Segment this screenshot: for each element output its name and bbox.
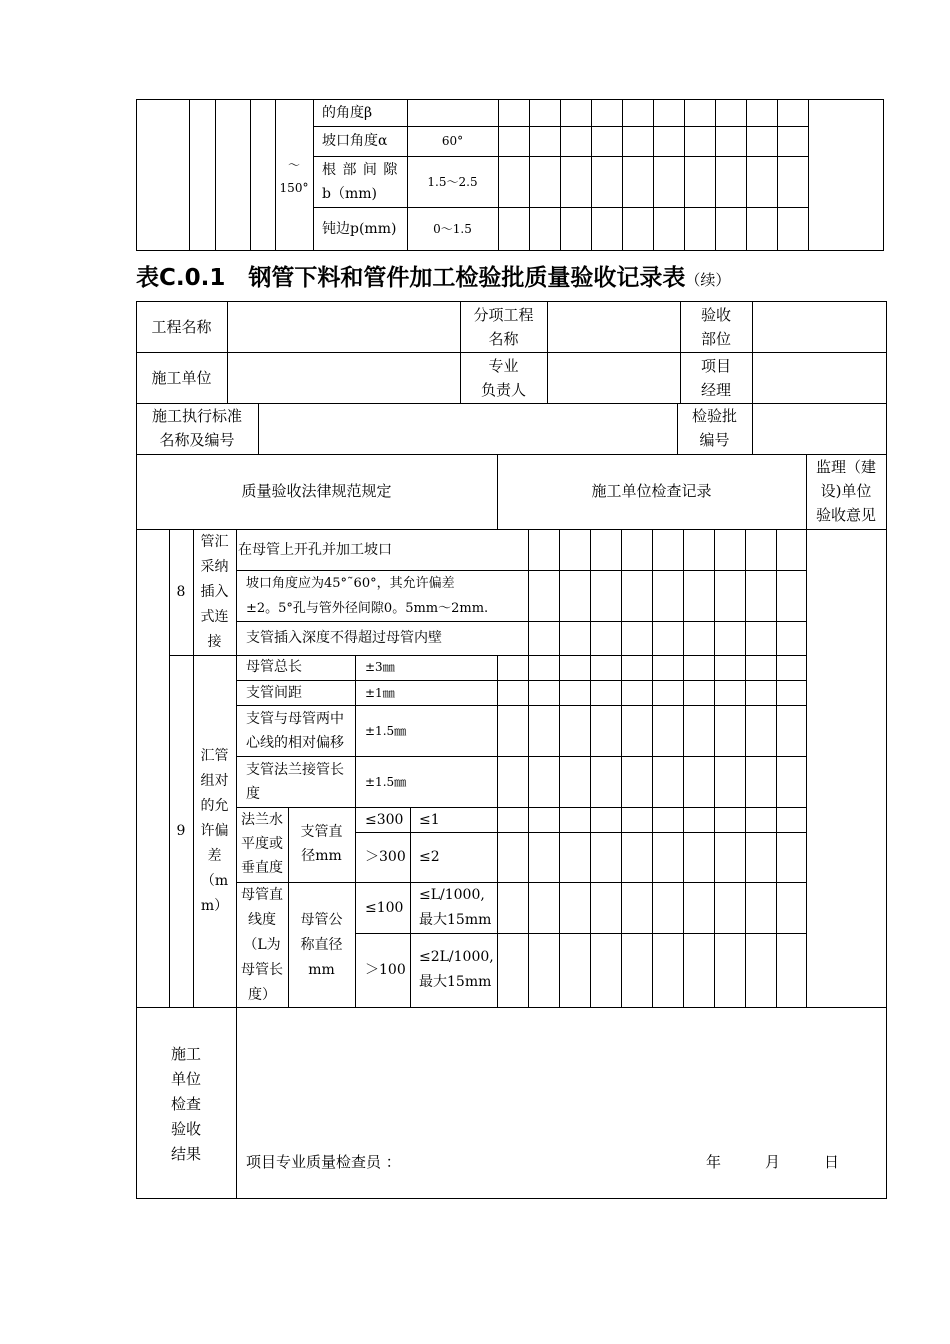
result-label-5: 结果: [170, 1145, 201, 1163]
item9-row4-name-1: 支管法兰接管长: [246, 762, 344, 778]
straight-cond-1: ≤100: [365, 900, 404, 916]
straight-value-2b: 最大15mm: [419, 974, 492, 990]
range-150: 150°: [279, 181, 309, 195]
flange-label-1: 法兰水: [241, 812, 283, 828]
flange-value-2: ≤2: [419, 849, 440, 865]
date-day: 日: [824, 1153, 840, 1171]
branch-dia-label-1: 支管直: [300, 824, 343, 840]
item8-req2-line1: 坡口角度应为45°˜60°，其允许偏差: [246, 576, 455, 591]
project-manager-label-2: 经理: [700, 381, 731, 399]
project-name-label: 工程名称: [151, 318, 212, 336]
root-gap-label-2: b（mm): [322, 186, 377, 202]
title-suffix: （续）: [685, 271, 731, 289]
professional-lead-label-1: 专业: [488, 357, 519, 375]
straight-value-1b: 最大15mm: [419, 912, 492, 928]
supervision-label-3: 验收意见: [815, 506, 876, 524]
item9-row4-name-2: 度: [246, 786, 260, 802]
item9-row2-name: 支管间距: [246, 685, 302, 701]
root-gap-value: 1.5～2.5: [427, 175, 478, 189]
regulation-label: 质量验收法律规范规定: [241, 482, 392, 500]
title-main: 表C.0.1 钢管下料和管件加工检验批质量验收记录表: [136, 265, 686, 291]
item9-name-2: 组对: [200, 773, 229, 789]
item9-name-6: （m: [200, 873, 229, 889]
item8-req2-line2: ±2。5°孔与管外径间隙0。5mm～2mm.: [246, 601, 489, 616]
supervision-label-1: 监理（建: [815, 458, 876, 476]
item8-name-2: 采纳: [200, 559, 229, 575]
straight-value-1a: ≤L/1000,: [419, 887, 485, 903]
flange-value-1: ≤1: [419, 812, 440, 828]
check-record-label: 施工单位检查记录: [591, 482, 712, 500]
branch-dia-label-2: 径mm: [301, 848, 342, 864]
item8-name-1: 管汇: [200, 534, 229, 550]
straight-label-4: 母管长: [241, 962, 283, 978]
item9-row4-value: ±1.5㎜: [365, 775, 407, 789]
bevel-angle-label: 坡口角度α: [322, 133, 388, 149]
straight-label-2: 线度: [248, 912, 276, 928]
item9-row3-name-2: 心线的相对偏移: [246, 735, 344, 751]
item9-row1-name: 母管总长: [246, 659, 302, 675]
blunt-edge-value: 0～1.5: [433, 222, 472, 236]
straight-label-5: 度）: [248, 987, 276, 1003]
item8-name-5: 接: [207, 634, 222, 650]
item9-name-1: 汇管: [200, 748, 229, 764]
item8-no: 8: [176, 584, 186, 600]
flange-label-3: 垂直度: [241, 860, 283, 876]
batch-no-label-1: 检验批: [691, 407, 737, 425]
batch-no-label-2: 编号: [699, 431, 730, 449]
item8-name-4: 式连: [200, 609, 229, 625]
item9-row1-value: ±3㎜: [365, 660, 395, 674]
date-year: 年: [706, 1153, 722, 1171]
range-tilde: ～: [287, 158, 300, 172]
main-dia-label-1: 母管公: [300, 912, 343, 928]
acceptance-part-label-2: 部位: [700, 330, 731, 348]
flange-cond-1: ≤300: [365, 812, 404, 828]
result-label-1: 施工: [170, 1045, 201, 1063]
date-month: 月: [765, 1153, 781, 1171]
item9-row3-name-1: 支管与母管两中: [246, 711, 344, 727]
blunt-edge-label: 钝边p(mm): [322, 221, 397, 237]
project-manager-label-1: 项目: [700, 357, 731, 375]
bevel-angle-value: 60°: [441, 134, 464, 148]
straight-label-1: 母管直: [241, 887, 283, 903]
acceptance-part-label-1: 验收: [700, 306, 731, 324]
item9-no: 9: [176, 823, 186, 839]
sub-project-label-1: 分项工程: [473, 306, 534, 324]
root-gap-label-1: 根 部 间 隙: [322, 162, 399, 178]
item8-req3: 支管插入深度不得超过母管内壁: [246, 630, 442, 646]
straight-value-2a: ≤2L/1000,: [419, 949, 494, 965]
straight-cond-2: ＞100: [365, 962, 406, 978]
flange-label-2: 平度或: [241, 836, 283, 852]
page-title: [136, 258, 730, 300]
result-label-4: 验收: [170, 1120, 201, 1138]
flange-cond-2: ＞300: [365, 849, 406, 865]
construction-unit-label: 施工单位: [151, 369, 212, 387]
item9-name-4: 许偏: [200, 823, 229, 839]
item8-name-3: 插入: [200, 584, 229, 600]
main-dia-label-2: 称直径: [300, 937, 343, 953]
item9-name-7: m）: [200, 898, 229, 914]
item9-row2-value: ±1㎜: [365, 686, 395, 700]
item8-req1: 在母管上开孔并加工坡口: [238, 542, 392, 558]
result-label-2: 单位: [170, 1070, 201, 1088]
straight-label-3: （L为: [243, 937, 281, 953]
standard-label-1: 施工执行标准: [151, 407, 242, 425]
result-label-3: 检查: [170, 1095, 201, 1113]
item9-name-5: 差: [207, 848, 222, 864]
standard-label-2: 名称及编号: [159, 431, 235, 449]
item9-row3-value: ±1.5㎜: [365, 724, 407, 738]
inspector-label: 项目专业质量检查员 ：: [246, 1153, 401, 1171]
sub-project-label-2: 名称: [488, 330, 519, 348]
professional-lead-label-2: 负责人: [480, 381, 526, 399]
angle-beta-label: 的角度β: [322, 105, 373, 121]
item9-name-3: 的允: [200, 798, 229, 814]
supervision-label-2: 设)单位: [820, 482, 872, 500]
main-dia-label-3: mm: [308, 962, 335, 978]
